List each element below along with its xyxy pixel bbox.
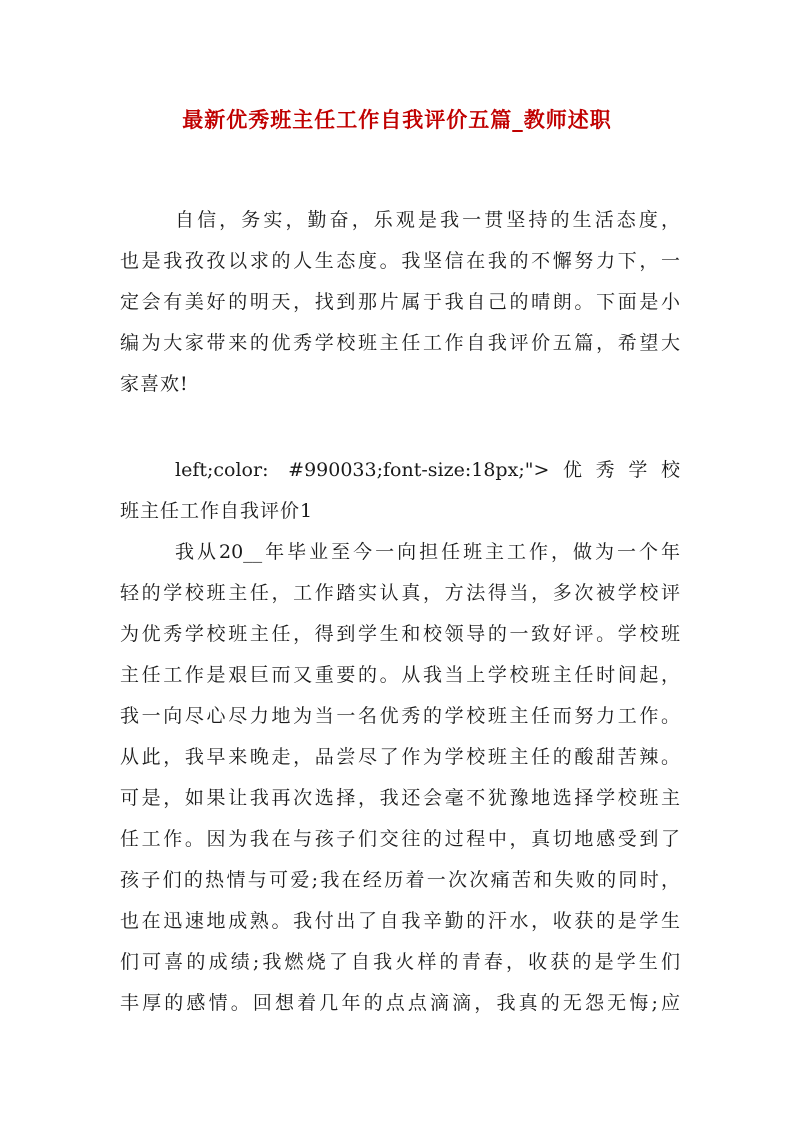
intro-line: 也是我孜孜以求的人生态度。我坚信在我的不懈努力下，一 bbox=[120, 250, 680, 272]
intro-line: 编为大家带来的优秀学校班主任工作自我评价五篇，希望大 bbox=[120, 332, 680, 354]
body-line: 为优秀学校班主任，得到学生和校领导的一致好评。学校班 bbox=[120, 623, 680, 645]
body-line: 我一向尽心尽力地为当一名优秀的学校班主任而努力工作。 bbox=[120, 705, 680, 727]
intro-line: 自信，务实，勤奋，乐观是我一贯坚持的生活态度， bbox=[175, 209, 680, 231]
body-line: 从此，我早来晚走，品尝尽了作为学校班主任的酸甜苦辣。 bbox=[120, 746, 680, 768]
body-line: 可是，如果让我再次选择，我还会毫不犹豫地选择学校班主 bbox=[120, 787, 680, 809]
section-heading-line: 班主任工作自我评价1 bbox=[120, 500, 314, 522]
section-heading-line: left;color: #990033;font-size:18px;">优秀学校 bbox=[175, 459, 680, 481]
body-line: 也在迅速地成熟。我付出了自我辛勤的汗水，收获的是学生 bbox=[120, 910, 680, 932]
body-line: 我从20__年毕业至今一向担任班主工作，做为一个年 bbox=[175, 541, 680, 563]
body-line: 轻的学校班主任，工作踏实认真，方法得当，多次被学校评 bbox=[120, 582, 680, 604]
body-line: 孩子们的热情与可爱;我在经历着一次次痛苦和失败的同时， bbox=[120, 869, 680, 891]
document-title: 最新优秀班主任工作自我评价五篇_教师述职 bbox=[182, 107, 612, 132]
intro-line: 定会有美好的明天，找到那片属于我自己的晴朗。下面是小 bbox=[120, 291, 680, 313]
body-line: 们可喜的成绩;我燃烧了自我火样的青春，收获的是学生们 bbox=[120, 951, 680, 973]
body-line: 主任工作是艰巨而又重要的。从我当上学校班主任时间起， bbox=[120, 664, 680, 686]
intro-line: 家喜欢! bbox=[120, 373, 189, 395]
body-line: 任工作。因为我在与孩子们交往的过程中，真切地感受到了 bbox=[120, 828, 680, 850]
body-line: 丰厚的感情。回想着几年的点点滴滴，我真的无怨无悔;应 bbox=[120, 992, 680, 1014]
